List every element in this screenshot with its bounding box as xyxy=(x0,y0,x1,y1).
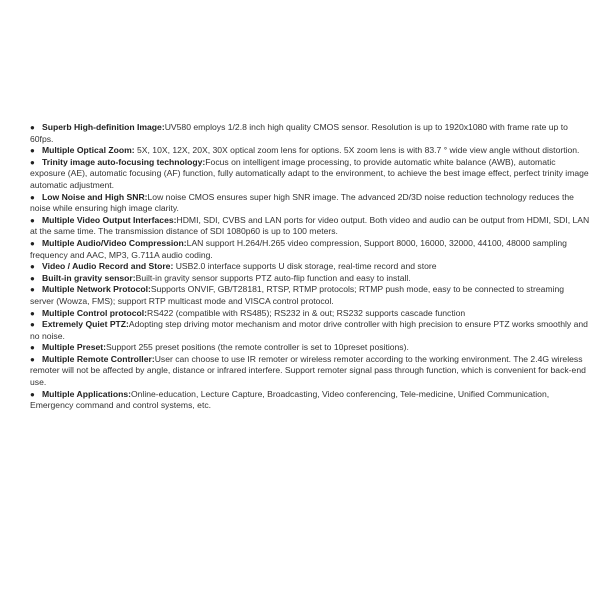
feature-title: Multiple Control protocol: xyxy=(42,307,148,318)
feature-title: Video / Audio Record and Store: xyxy=(42,261,174,272)
feature-item-applications xyxy=(30,389,590,412)
feature-description: Supports ONVIF, GB/T28181, RTSP, RTMP protocols; RTMP push mode, easy to be connected to streaming server (Wowza, FMS); support RTP multicast mode and VISCA control protocol. xyxy=(30,284,565,306)
feature-description: Online-education, Lecture Capture, Broadcasting, Video conferencing, Tele-medicine, Unified Communication, Emergency command and control systems, etc. xyxy=(30,388,550,411)
feature-title: Multiple Network Protocol: xyxy=(42,284,151,295)
bullet-icon: ● xyxy=(30,389,35,399)
bullet-icon: ● xyxy=(30,285,35,295)
bullet-icon: ● xyxy=(30,262,35,272)
bullet-icon: ● xyxy=(30,320,35,330)
feature-title: Multiple Applications: xyxy=(42,388,131,399)
feature-description: Built-in gravity sensor supports PTZ auto-flip function and easy to install. xyxy=(135,272,411,283)
feature-description: User can choose to use IR remoter or wireless remoter according to the working environment. The 2.4G wireless remoter will not be affected by angle, distance or infrared interfere. Support remoter signal pass through function, which is convenient for back-end use. xyxy=(30,353,586,388)
feature-title: Multiple Optical Zoom: xyxy=(42,145,135,156)
bullet-icon: ● xyxy=(30,354,35,364)
feature-item-av-compression xyxy=(30,238,590,261)
feature-description: HDMI, SDI, CVBS and LAN ports for video output. Both video and audio can be output from HDMI, SDI, LAN at the same time. The transmission distance of SDI 1080p60 is up to 100 meters. xyxy=(30,214,590,237)
feature-description: Low noise CMOS ensures super high SNR image. The advanced 2D/3D noise reduction technology reduces the noise while ensuring high image clarity. xyxy=(30,191,574,214)
feature-description: LAN support H.264/H.265 video compression, Support 8000, 16000, 32000, 44100, 48000 sampling frequency and AAC, MP3, G.711A audio coding. xyxy=(30,237,567,260)
feature-description: Focus on intelligent image processing, to provide automatic white balance (AWB), automatic exposure (AE), automatic focusing (AF) function, fully automatically adapt to the environment, to achieve the best image effect, perfect trinity image automatic adjustment. xyxy=(30,156,589,190)
bullet-icon: ● xyxy=(30,238,35,248)
feature-title: Multiple Preset: xyxy=(42,342,106,353)
bullet-icon: ● xyxy=(30,146,35,156)
feature-title: Trinity image auto-focusing technology: xyxy=(42,156,206,167)
feature-item-auto-focusing xyxy=(30,157,590,192)
bullet-icon: ● xyxy=(30,215,35,225)
feature-title: Low Noise and High SNR: xyxy=(42,191,148,202)
feature-item-low-noise xyxy=(30,192,590,215)
bullet-icon: ● xyxy=(30,157,35,167)
feature-item-optical-zoom xyxy=(30,145,590,157)
feature-title: Superb High-definition Image: xyxy=(42,122,165,132)
feature-description: UV580 employs 1/2.8 inch high quality CMOS sensor. Resolution is up to 1920x1080 with frame rate up to 60fps. xyxy=(30,122,568,144)
bullet-icon: ● xyxy=(30,343,35,353)
feature-title: Built-in gravity sensor: xyxy=(42,272,136,283)
feature-title: Multiple Video Output Interfaces: xyxy=(42,214,177,225)
feature-description: Adopting step driving motor mechanism and motor drive controller with high precision to ensure PTZ works smoothly and no noise. xyxy=(30,319,588,341)
feature-description: USB2.0 interface supports U disk storage, real-time record and store xyxy=(173,261,437,272)
feature-title: Multiple Remote Controller: xyxy=(42,353,155,364)
feature-list xyxy=(30,122,590,412)
feature-item-video-output xyxy=(30,215,590,238)
feature-item-superb-hd-image xyxy=(30,122,590,145)
feature-item-record-store xyxy=(30,261,590,273)
feature-item-gravity-sensor xyxy=(30,273,590,285)
feature-title: Multiple Audio/Video Compression: xyxy=(42,237,187,248)
feature-item-remote-controller xyxy=(30,354,590,389)
feature-description: RS422 (compatible with RS485); RS232 in & out; RS232 supports cascade function xyxy=(147,307,466,318)
bullet-icon: ● xyxy=(30,273,35,283)
feature-item-control-protocol xyxy=(30,308,590,320)
feature-item-network-protocol xyxy=(30,284,590,307)
bullet-icon: ● xyxy=(30,308,35,318)
feature-item-preset xyxy=(30,342,590,354)
feature-item-quiet-ptz xyxy=(30,319,590,342)
bullet-icon: ● xyxy=(30,192,35,202)
feature-title: Extremely Quiet PTZ: xyxy=(42,319,129,330)
feature-description: 5X, 10X, 12X, 20X, 30X optical zoom lens for options. 5X zoom lens is with 83.7 ° wide view angle without distortion. xyxy=(134,145,580,156)
bullet-icon: ● xyxy=(30,123,35,132)
feature-description: Support 255 preset positions (the remote controller is set to 10preset positions). xyxy=(106,342,409,353)
